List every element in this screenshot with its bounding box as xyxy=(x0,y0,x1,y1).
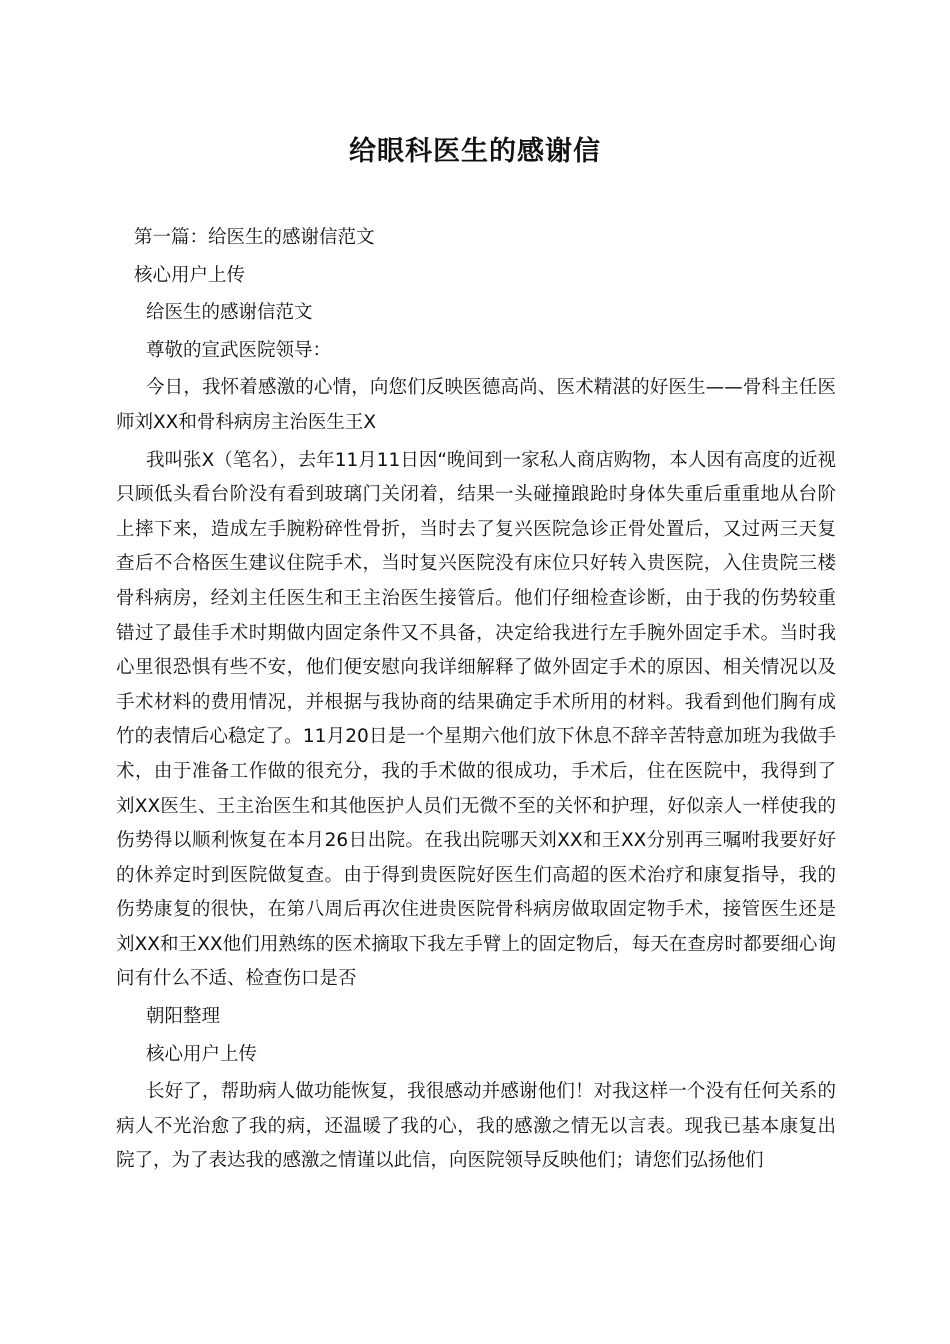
letter-paragraph: 今日，我怀着感激的心情，向您们反映医德高尚、医术精湛的好医生——骨科主任医师刘XX和骨科病房主治医生王X xyxy=(116,377,836,433)
document-body xyxy=(116,221,836,1179)
letter-subtitle: 给医生的感谢信范文 xyxy=(146,302,313,324)
letter-paragraph: 长好了，帮助病人做功能恢复，我很感动并感谢他们！对我这样一个没有任何关系的病人不光治愈了我的病，还温暖了我的心，我的感激之情无以言表。现我已基本康复出院了，为了表达我的感激之情谨以此信，向医院领导反映他们；请您们弘扬他们 xyxy=(116,1081,836,1172)
uploader-note: 核心用户上传 xyxy=(146,1043,258,1065)
section-heading: 第一篇：给医生的感谢信范文 xyxy=(134,227,375,248)
organizer-note: 朝阳整理 xyxy=(146,1006,221,1028)
letter-salutation: 尊敬的宣武医院领导： xyxy=(146,339,332,361)
document-title: 给眼科医生的感谢信 xyxy=(349,136,601,167)
letter-paragraph: 我叫张X（笔名），去年11月11日因“晚间到一家私人商店购物，本人因有高度的近视只顾低头看台阶没有看到玻璃门关闭着，结果一头碰撞踉跄时身体失重后重重地从台阶上摔下来，造成左手腕粉碎性骨折，当时去了复兴医院急诊正骨处置后，又过两三天复查后不合格医生建议住院手术，当时复兴医院没有床位只好转入贵医院，入住贵院三楼骨科病房，经刘主任医生和王主治医生接管后。他们仔细检查诊断，由于我的伤势较重错过了最佳手术时期做内固定条件又不具备，决定给我进行左手腕外固定手术。当时我心里很恐惧有些不安，他们便安慰向我详细解释了做外固定手术的原因、相关情况以及手术材料的费用情况，并根据与我协商的结果确定手术所用的材料。我看到他们胸有成竹的表情后心稳定了。11月20日是一个星期六他们放下休息不辞辛苦特意加班为我做手术，由于准备工作做的很充分，我的手术做的很成功，手术后，住在医院中，我得到了刘XX医生、王主治医生和其他医护人员们无微不至的关怀和护理，好似亲人一样使我的伤势得以顺利恢复在本月26日出院。在我出院哪天刘XX和王XX分别再三嘱咐我要好好的休养定时到医院做复查。由于得到贵医院好医生们高超的医术治疗和康复指导，我的伤势康复的很快，在第八周后再次住进贵医院骨科病房做取固定物手术，接管医生还是刘XX和王XX他们用熟练的医术摘取下我左手臂上的固定物后，每天在查房时都要细心询问有什么不适、检查伤口是否 xyxy=(116,449,836,990)
uploader-note: 核心用户上传 xyxy=(134,264,246,286)
